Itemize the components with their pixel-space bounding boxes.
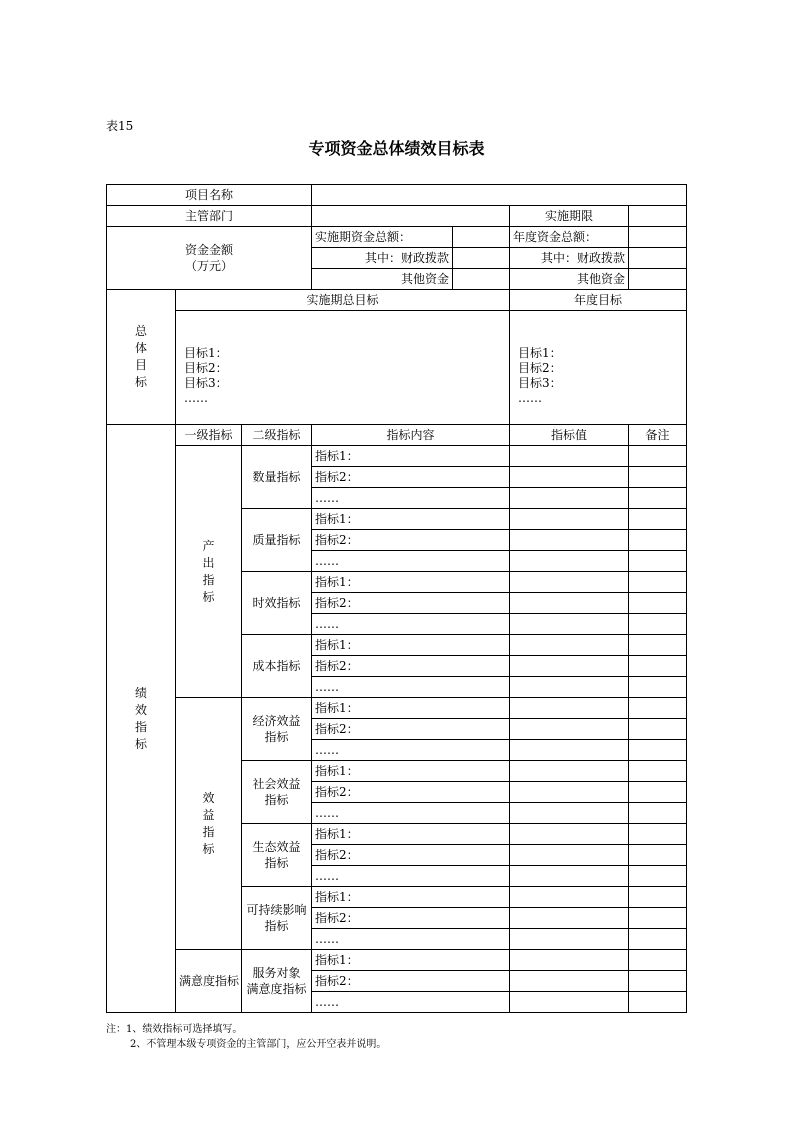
project-name-cell[interactable]	[312, 185, 687, 206]
indicator-content-cell[interactable]: ……	[312, 803, 510, 824]
annual-funds-label: 年度资金总额：	[510, 227, 629, 248]
level2-indicator	[242, 635, 312, 698]
indicator-remark-cell[interactable]	[629, 845, 687, 866]
project-name-label: 项目名称	[107, 185, 312, 206]
period-fiscal-alloc-cell[interactable]	[453, 248, 510, 269]
level2-indicator-line: 经济效益	[252, 714, 301, 728]
level1-header: 一级指标	[176, 425, 242, 446]
funds-label-line2: （万元）	[185, 259, 234, 273]
annual-goal-item: 目标2：	[518, 360, 562, 375]
level1-indicator	[176, 446, 242, 698]
annual-goals-cell[interactable]	[510, 311, 687, 425]
period-label: 实施期限	[510, 206, 629, 227]
indicator-remark-cell[interactable]	[629, 992, 687, 1013]
annual-goal-item: 目标1：	[518, 345, 562, 360]
indicator-value-cell[interactable]	[510, 740, 629, 761]
period-cell[interactable]	[629, 206, 687, 227]
annual-goal-header: 年度目标	[510, 290, 687, 311]
level1-indicator-char: 指	[202, 572, 215, 587]
indicator-value-cell[interactable]	[510, 467, 629, 488]
level2-indicator-line: 时效指标	[252, 596, 301, 610]
indicator-remark-cell[interactable]	[629, 446, 687, 467]
level2-indicator-line: 社会效益	[252, 777, 301, 791]
indicator-content-cell[interactable]: ……	[312, 929, 510, 950]
indicator-content-cell[interactable]: 指标1：	[312, 950, 510, 971]
level1-indicator	[176, 698, 242, 950]
period-goal-item: 目标1：	[184, 345, 228, 360]
level2-header: 二级指标	[242, 425, 312, 446]
annual-funds-cell[interactable]	[629, 227, 687, 248]
level2-indicator-line: 指标	[264, 730, 289, 744]
level2-indicator-line: 生态效益	[252, 840, 301, 854]
note-2: 2、不管理本级专项资金的主管部门，应公开空表并说明。	[130, 1039, 387, 1050]
level2-indicator	[242, 698, 312, 761]
level2-indicator	[242, 509, 312, 572]
page-title: 专项资金总体绩效目标表	[308, 139, 485, 158]
indicator-content-cell[interactable]: 指标1：	[312, 824, 510, 845]
overall-goals-char: 标	[134, 375, 147, 389]
level1-indicator-char: 标	[202, 841, 215, 856]
overall-goals-char: 目	[134, 358, 147, 372]
indicator-value-cell[interactable]	[510, 635, 629, 656]
indicator-content-cell[interactable]: 指标1：	[312, 509, 510, 530]
indicator-value-cell[interactable]	[510, 698, 629, 719]
indicator-value-cell[interactable]	[510, 992, 629, 1013]
indicator-remark-cell[interactable]	[629, 971, 687, 992]
level1-indicator-char: 益	[202, 807, 215, 822]
annual-other-funds-label: 其他资金	[510, 269, 629, 290]
total-period-funds-label: 实施期资金总额：	[312, 227, 453, 248]
overall-goals-char: 体	[134, 341, 147, 355]
indicators-char: 指	[134, 719, 147, 734]
indicator-remark-cell[interactable]	[629, 635, 687, 656]
indicator-remark-cell[interactable]	[629, 530, 687, 551]
indicator-value-cell[interactable]	[510, 572, 629, 593]
indicator-remark-cell[interactable]	[629, 824, 687, 845]
indicator-value-cell[interactable]	[510, 509, 629, 530]
annual-goal-item: ……	[518, 390, 543, 405]
overall-goals-char: 总	[134, 324, 147, 338]
indicator-content-cell[interactable]: 指标2：	[312, 719, 510, 740]
level2-indicator	[242, 572, 312, 635]
indicator-value-cell[interactable]	[510, 551, 629, 572]
period-fiscal-alloc-label: 其中：财政拨款	[312, 248, 453, 269]
indicator-content-cell[interactable]: 指标2：	[312, 782, 510, 803]
period-goal-header: 实施期总目标	[176, 290, 510, 311]
period-goals-cell[interactable]	[176, 311, 510, 425]
indicator-value-cell[interactable]	[510, 656, 629, 677]
annual-other-funds-cell[interactable]	[629, 269, 687, 290]
level1-indicator: 满意度指标	[176, 950, 242, 1013]
indicator-value-cell[interactable]	[510, 614, 629, 635]
indicator-value-cell[interactable]	[510, 782, 629, 803]
level2-indicator-line: 数量指标	[252, 470, 301, 484]
annual-fiscal-alloc-cell[interactable]	[629, 248, 687, 269]
level2-indicator	[242, 950, 312, 1013]
indicator-value-cell[interactable]	[510, 866, 629, 887]
indicator-value-cell[interactable]	[510, 677, 629, 698]
indicators-section	[107, 425, 176, 1013]
level2-indicator	[242, 761, 312, 824]
indicator-content-cell[interactable]: 指标2：	[312, 530, 510, 551]
indicator-value-cell[interactable]	[510, 530, 629, 551]
indicator-value-cell[interactable]	[510, 803, 629, 824]
indicator-value-cell[interactable]	[510, 845, 629, 866]
indicator-value-cell[interactable]	[510, 908, 629, 929]
indicator-content-cell[interactable]: ……	[312, 551, 510, 572]
department-cell[interactable]	[312, 206, 510, 227]
indicators-char: 效	[134, 702, 147, 717]
indicator-content-cell[interactable]: 指标1：	[312, 698, 510, 719]
indicator-value-cell[interactable]	[510, 719, 629, 740]
indicator-value-cell[interactable]	[510, 761, 629, 782]
annual-fiscal-alloc-label: 其中：财政拨款	[510, 248, 629, 269]
indicator-content-cell[interactable]: ……	[312, 677, 510, 698]
indicator-remark-cell[interactable]	[629, 803, 687, 824]
indicator-remark-cell[interactable]	[629, 656, 687, 677]
level1-indicator-char: 出	[202, 555, 215, 570]
level1-indicator-char: 标	[202, 589, 215, 604]
indicator-value-cell[interactable]	[510, 824, 629, 845]
level1-indicator-char: 指	[202, 824, 215, 839]
annual-goal-item: 目标3：	[518, 375, 562, 390]
table-number: 表15	[106, 119, 134, 133]
indicator-content-cell[interactable]: ……	[312, 614, 510, 635]
level2-indicator-line: 指标	[264, 793, 289, 807]
indicator-remark-cell[interactable]	[629, 866, 687, 887]
indicator-remark-cell[interactable]	[629, 698, 687, 719]
period-goal-item: 目标3：	[184, 375, 228, 390]
indicators-char: 绩	[134, 685, 147, 700]
indicators-char: 标	[134, 736, 147, 751]
indicator-remark-cell[interactable]	[629, 467, 687, 488]
indicator-value-cell[interactable]	[510, 593, 629, 614]
indicator-value-cell[interactable]	[510, 929, 629, 950]
department-label: 主管部门	[107, 206, 312, 227]
indicator-content-cell[interactable]: 指标2：	[312, 971, 510, 992]
indicator-remark-cell[interactable]	[629, 593, 687, 614]
indicator-content-cell[interactable]: 指标2：	[312, 467, 510, 488]
indicator-remark-cell[interactable]	[629, 887, 687, 908]
indicator-remark-cell[interactable]	[629, 488, 687, 509]
content-header: 指标内容	[312, 425, 510, 446]
notes	[106, 1022, 386, 1052]
level2-indicator-line: 服务对象	[252, 966, 301, 980]
indicator-row	[107, 950, 687, 971]
level2-indicator	[242, 446, 312, 509]
indicator-value-cell[interactable]	[510, 887, 629, 908]
indicator-value-cell[interactable]	[510, 971, 629, 992]
period-other-funds-label: 其他资金	[312, 269, 453, 290]
indicator-content-cell[interactable]: ……	[312, 992, 510, 1013]
indicator-content-cell[interactable]: ……	[312, 740, 510, 761]
indicator-remark-cell[interactable]	[629, 908, 687, 929]
level1-indicator-char: 效	[202, 790, 215, 805]
indicator-remark-cell[interactable]	[629, 950, 687, 971]
level1-indicator-char: 产	[202, 538, 215, 553]
indicator-remark-cell[interactable]	[629, 614, 687, 635]
note-1: 注：1、绩效指标可选择填写。	[106, 1024, 243, 1035]
indicator-row	[107, 446, 687, 467]
indicator-value-cell[interactable]	[510, 446, 629, 467]
indicator-content-cell[interactable]: 指标2：	[312, 908, 510, 929]
level2-indicator	[242, 887, 312, 950]
indicator-remark-cell[interactable]	[629, 509, 687, 530]
indicator-remark-cell[interactable]	[629, 551, 687, 572]
indicator-content-cell[interactable]: ……	[312, 866, 510, 887]
indicator-value-cell[interactable]	[510, 488, 629, 509]
total-period-funds-cell[interactable]	[453, 227, 510, 248]
funds-label-line1: 资金金额	[185, 243, 234, 257]
period-other-funds-cell[interactable]	[453, 269, 510, 290]
level2-indicator-line: 指标	[264, 919, 289, 933]
indicator-remark-cell[interactable]	[629, 929, 687, 950]
indicator-content-cell[interactable]: 指标1：	[312, 635, 510, 656]
indicator-remark-cell[interactable]	[629, 761, 687, 782]
indicator-remark-cell[interactable]	[629, 782, 687, 803]
performance-goal-table	[106, 184, 687, 1013]
level2-indicator	[242, 824, 312, 887]
level2-indicator-line: 满意度指标	[246, 982, 307, 996]
indicator-content-cell[interactable]: 指标2：	[312, 845, 510, 866]
indicator-content-cell[interactable]: ……	[312, 488, 510, 509]
indicator-content-cell[interactable]: 指标1：	[312, 887, 510, 908]
indicator-content-cell[interactable]: 指标2：	[312, 593, 510, 614]
indicator-row	[107, 698, 687, 719]
level2-indicator-line: 可持续影响	[246, 903, 307, 917]
value-header: 指标值	[510, 425, 629, 446]
remark-header: 备注	[629, 425, 687, 446]
period-goal-item: ……	[184, 390, 208, 405]
indicator-content-cell[interactable]: 指标1：	[312, 761, 510, 782]
indicator-remark-cell[interactable]	[629, 740, 687, 761]
indicator-content-cell[interactable]: 指标1：	[312, 446, 510, 467]
indicator-remark-cell[interactable]	[629, 677, 687, 698]
period-goal-item: 目标2：	[184, 360, 228, 375]
level2-indicator-line: 质量指标	[252, 533, 301, 547]
indicator-remark-cell[interactable]	[629, 572, 687, 593]
indicator-value-cell[interactable]	[510, 950, 629, 971]
overall-goals-section	[107, 290, 176, 425]
funds-label	[107, 227, 312, 290]
indicator-content-cell[interactable]: 指标2：	[312, 656, 510, 677]
level2-indicator-line: 指标	[264, 856, 289, 870]
indicator-content-cell[interactable]: 指标1：	[312, 572, 510, 593]
level2-indicator-line: 成本指标	[252, 659, 301, 673]
indicator-remark-cell[interactable]	[629, 719, 687, 740]
